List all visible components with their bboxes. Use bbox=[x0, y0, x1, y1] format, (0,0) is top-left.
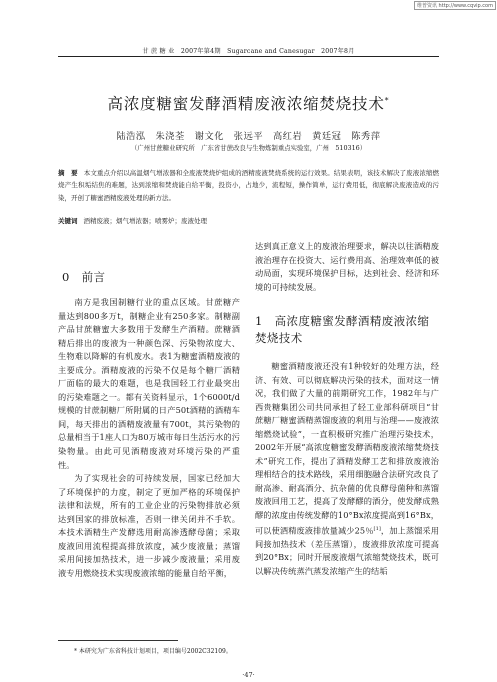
body-paragraph bbox=[255, 360, 439, 578]
paper-title bbox=[0, 92, 497, 114]
citation-ref: [1] bbox=[373, 525, 381, 532]
body-text: 糖蜜酒精废液还没有1种较好的处理方法，经济、有效、可以彻底解决污染的技术，面对这一情况，我们做了大量的前期研究工作，1982年与广西贵糖集团公司共同承担了轻工业部科研项目“甘蔗糖厂糖蜜酒精蒸馏废液的利用与治理——废液浓缩燃烧试验”，一直积极研究推广治理污染技术，2002年开展“高浓度糖蜜发酵酒精废液浓缩焚烧技术”研究工作，提出了酒精发酵工艺和排放废液治理相结合的技术路线，采用细胞融合法研究改良了耐高渗、耐高酒分、抗杂菌的优良酵母菌种和蒸馏废液回用工艺，提高了发酵醪的酒分，使发酵成熟醪的浓度由传统发酵的10°Bx浓度提高到16°Bx，可以使酒精废液排放量减少25％ bbox=[255, 361, 439, 536]
footnote: * 本研究为广东省科技计划项目，项目编号2002C32109。 bbox=[74, 648, 232, 655]
body-text: ，加上蒸馏采用间接加热技术（差压蒸馏），废液排放浓度可提高到20°Bx；同时开展废液烟气浓缩焚烧技术，既可以解决传统蒸汽蒸发浓缩产生的结垢 bbox=[255, 525, 439, 576]
keywords-label: 关键词 bbox=[58, 217, 78, 225]
abstract bbox=[58, 167, 439, 204]
keywords-text: 酒精废液；烟气增浓器；喷雾炉；废液处理 bbox=[83, 217, 207, 225]
right-column-top bbox=[255, 240, 439, 294]
running-head: 甘 蔗 糖 业 2007年第4期 Sugarcane and Canesugar 2007年8月 bbox=[142, 48, 355, 55]
left-column bbox=[58, 296, 240, 580]
abstract-label: 摘 要 bbox=[58, 169, 78, 177]
affiliation: （广州甘蔗糖业研究所 广东省甘蔗改良与生物炼制重点实验室，广州 510316） bbox=[130, 144, 367, 152]
section-heading-1: 1 高浓度糖蜜发酵酒精废液浓缩焚烧技术 bbox=[255, 314, 430, 345]
footnote-rule bbox=[58, 640, 178, 641]
author-list: 陆浩泓 朱浇荃 谢文化 张远平 高红岩 黄廷冠 陈秀萍 bbox=[116, 131, 381, 142]
body-paragraph: 达到真正意义上的废液治理要求，解决以往酒精废液治理存在投资大、运行费用高、治理效率低的被动局面，实现环境保护目标，达到社会、经济和环境的可持续发展。 bbox=[255, 241, 439, 292]
section-heading-preface: 0 前言 bbox=[62, 270, 106, 284]
right-column-body bbox=[255, 360, 439, 578]
header-rule bbox=[58, 56, 439, 57]
keywords bbox=[58, 216, 439, 225]
title-text: 高浓度糖蜜发酵酒精废液浓缩焚烧技术 bbox=[107, 95, 385, 113]
body-paragraph: 南方是我国制糖行业的重点区域。甘蔗糖产量达到800多万t，制糖企业有250多家。制糖副产品甘蔗糖蜜大多数用于发酵生产酒精。蔗糖酒精后排出的废液为一种颜色深、污染物浓度大、生物难以降解的有机废水。表1为糖蜜酒精废液的主要成分。酒精废液的污染不仅是每个糖厂酒精厂面临的最大的难题，也是我国轻工行业最突出的污染难题之一。都有关资料显示，1个6000t/d规模的甘蔗制糖厂所附属的日产50t酒精的酒精车间，每天排出的酒精废液量有700t，其污染物的总量相当于1座人口为80万城市每日生活污水的污染物量。由此可见酒精废液对环境污染的严重性。 bbox=[58, 297, 240, 470]
body-paragraph: 为了实现社会的可持续发展，国家已经加大了环境保护的力度，制定了更加严格的环境保护法律和法规，所有的工业企业的污染物排放必须达到国家的排放标准，否则一律关闭并不手软。本技术酒精生产发酵选用耐高渗透酵母菌；采取废液回用流程提高排放浓度，减少废液量；蒸馏采用间接加热技术，进一步减少废液量；采用废液专用燃烧技术实现废液浓缩的能量自给平衡， bbox=[58, 473, 240, 578]
watermark: 维普资讯 http://www.cqvip.com bbox=[414, 1, 496, 10]
page-number: ·47· bbox=[242, 671, 255, 679]
abstract-text: 本文重点介绍以高温烟气增浓器和全废液焚烧炉组成的酒精废液焚烧系统的运行效果。结果表明，该技术解决了废液浓缩燃烧产生积垢结焦的难题，达到浓缩和焚烧能自给平衡，投资小，占地少，流程短，操作简单，运行费用低，彻底解决废液造成的污染，开创了糖蜜酒精废液处理的新方法。 bbox=[58, 169, 440, 202]
title-footnote-mark: * bbox=[384, 95, 390, 105]
